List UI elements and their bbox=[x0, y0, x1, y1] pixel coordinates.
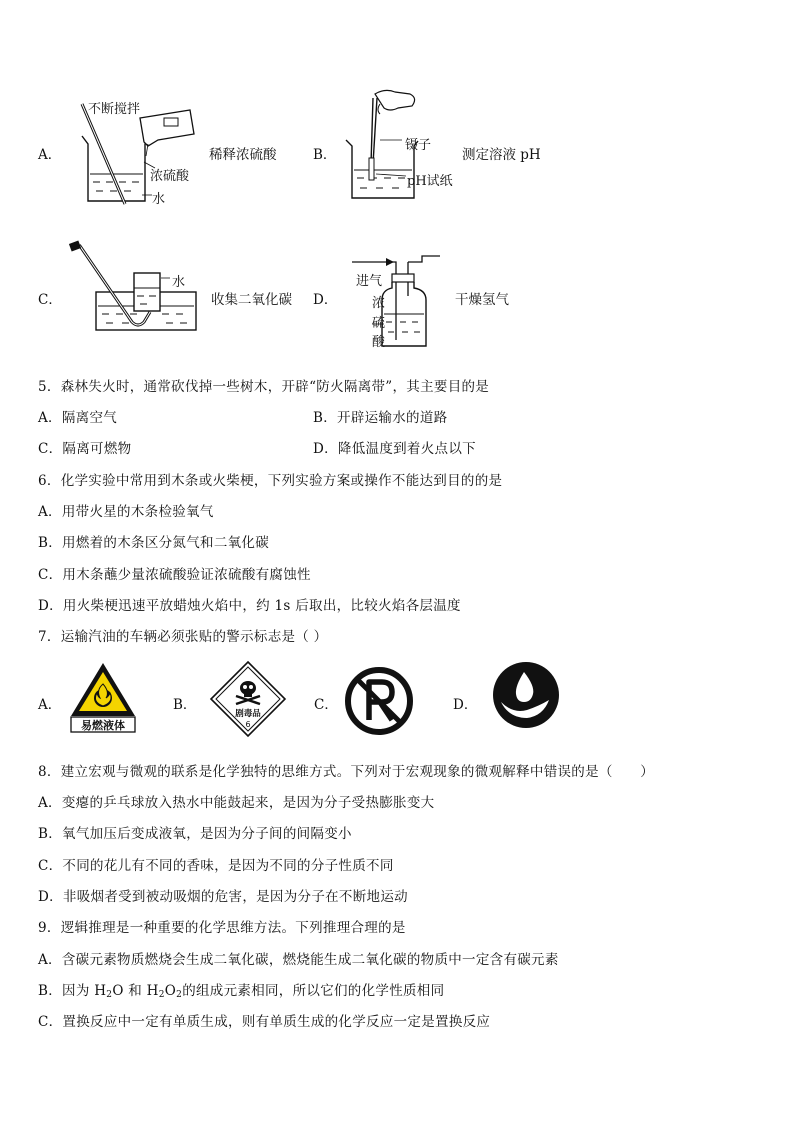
toxic-substance-sign[interactable] bbox=[209, 660, 287, 738]
label-ph-paper: pH试纸 bbox=[407, 174, 453, 189]
label-water-c: 水 bbox=[172, 275, 186, 290]
sign-b-num: 6 bbox=[245, 720, 251, 729]
q8-option-c[interactable]: C．不同的花儿有不同的香味，是因为不同的分子性质不同 bbox=[38, 858, 394, 874]
label-stir: 不断搅拌 bbox=[88, 102, 141, 117]
q6-option-d[interactable]: D．用火柴梗迅速平放蜡烛火焰中，约 1s 后取出，比较火焰各层温度 bbox=[38, 598, 461, 614]
q8-stem: 8．建立宏观与微观的联系是化学独特的思维方式。下列对于宏观现象的微观解释中错误的是（ ） bbox=[38, 764, 655, 780]
caption-measure-ph: 测定溶液 pH bbox=[462, 147, 541, 163]
q9-option-a[interactable]: A．含碳元素物质燃烧会生成二氧化碳，燃烧能生成二氧化碳的物质中一定含有碳元素 bbox=[38, 952, 559, 968]
q4-option-d-letter[interactable]: D． bbox=[313, 292, 338, 308]
q9-option-c[interactable]: C．置换反应中一定有单质生成，则有单质生成的化学反应一定是置换反应 bbox=[38, 1014, 491, 1030]
q6-option-a[interactable]: A．用带火星的木条检验氧气 bbox=[38, 504, 214, 520]
sign-b-text: 剧毒品 bbox=[235, 709, 261, 719]
q9-option-b[interactable] bbox=[38, 979, 444, 1000]
q6-stem: 6．化学实验中常用到木条或火柴梗，下列实验方案或操作不能达到目的的是 bbox=[38, 473, 503, 489]
q9-b-post: 的组成元素相同，所以它们的化学性质相同 bbox=[182, 983, 445, 999]
q9-b-mid2: O bbox=[164, 983, 177, 999]
label-water: 水 bbox=[152, 192, 166, 207]
q9-b-pre: B．因为 H bbox=[38, 983, 107, 999]
no-parking-sign[interactable] bbox=[342, 664, 416, 738]
q4-option-a-letter[interactable]: A． bbox=[38, 147, 62, 163]
q9-stem: 9．逻辑推理是一种重要的化学思维方法。下列推理合理的是 bbox=[38, 920, 406, 936]
q7-option-d-letter[interactable]: D． bbox=[453, 697, 478, 713]
q5-option-a[interactable]: A．隔离空气 bbox=[38, 410, 118, 426]
q5-stem: 5．森林失火时，通常砍伐掉一些树木，开辟“防火隔离带”，其主要目的是 bbox=[38, 379, 490, 395]
q9-b-sub3: 2 bbox=[176, 990, 183, 1000]
label-conc: 浓 bbox=[372, 296, 386, 311]
q8-option-a[interactable]: A．变瘪的乒乓球放入热水中能鼓起来，是因为分子受热膨胀变大 bbox=[38, 795, 435, 811]
q7-stem: 7．运输汽油的车辆必须张贴的警示标志是（ ） bbox=[38, 629, 328, 645]
q7-option-c-letter[interactable]: C． bbox=[314, 697, 338, 713]
water-conservation-sign[interactable] bbox=[491, 660, 561, 730]
q4-option-b-letter[interactable]: B． bbox=[313, 147, 337, 163]
label-sulfur: 硫 bbox=[372, 316, 386, 331]
label-tweezers: 镊子 bbox=[405, 138, 432, 153]
caption-dilute-acid: 稀释浓硫酸 bbox=[209, 147, 277, 163]
q5-option-d[interactable]: D．降低温度到着火点以下 bbox=[313, 441, 476, 457]
q5-option-b[interactable]: B．开辟运输水的道路 bbox=[313, 410, 448, 426]
q8-option-b[interactable]: B．氧气加压后变成液氧，是因为分子间的间隔变小 bbox=[38, 826, 352, 842]
q9-b-sub2: 2 bbox=[158, 990, 165, 1000]
q5-option-c[interactable]: C．隔离可燃物 bbox=[38, 441, 132, 457]
q6-option-b[interactable]: B．用燃着的木条区分氮气和二氧化碳 bbox=[38, 535, 270, 551]
label-conc-acid: 浓硫酸 bbox=[150, 169, 190, 184]
label-gas-in: 进气 bbox=[356, 274, 383, 289]
q6-option-c[interactable]: C．用木条蘸少量浓硫酸验证浓硫酸有腐蚀性 bbox=[38, 567, 311, 583]
q7-option-b-letter[interactable]: B． bbox=[173, 697, 197, 713]
dry-hydrogen-figure bbox=[350, 252, 450, 350]
q7-option-a-letter[interactable]: A． bbox=[38, 697, 62, 713]
q9-b-sub1: 2 bbox=[106, 990, 113, 1000]
q8-option-d[interactable]: D．非吸烟者受到被动吸烟的危害，是因为分子在不断地运动 bbox=[38, 889, 408, 905]
caption-dry-hydrogen: 干燥氢气 bbox=[455, 292, 509, 308]
q9-b-mid1: O 和 H bbox=[112, 983, 159, 999]
flammable-liquid-sign[interactable] bbox=[68, 660, 138, 734]
q4-option-c-letter[interactable]: C． bbox=[38, 292, 62, 308]
label-acid: 酸 bbox=[372, 335, 386, 350]
sign-a-text: 易燃液体 bbox=[81, 719, 125, 732]
caption-collect-co2: 收集二氧化碳 bbox=[211, 292, 292, 308]
